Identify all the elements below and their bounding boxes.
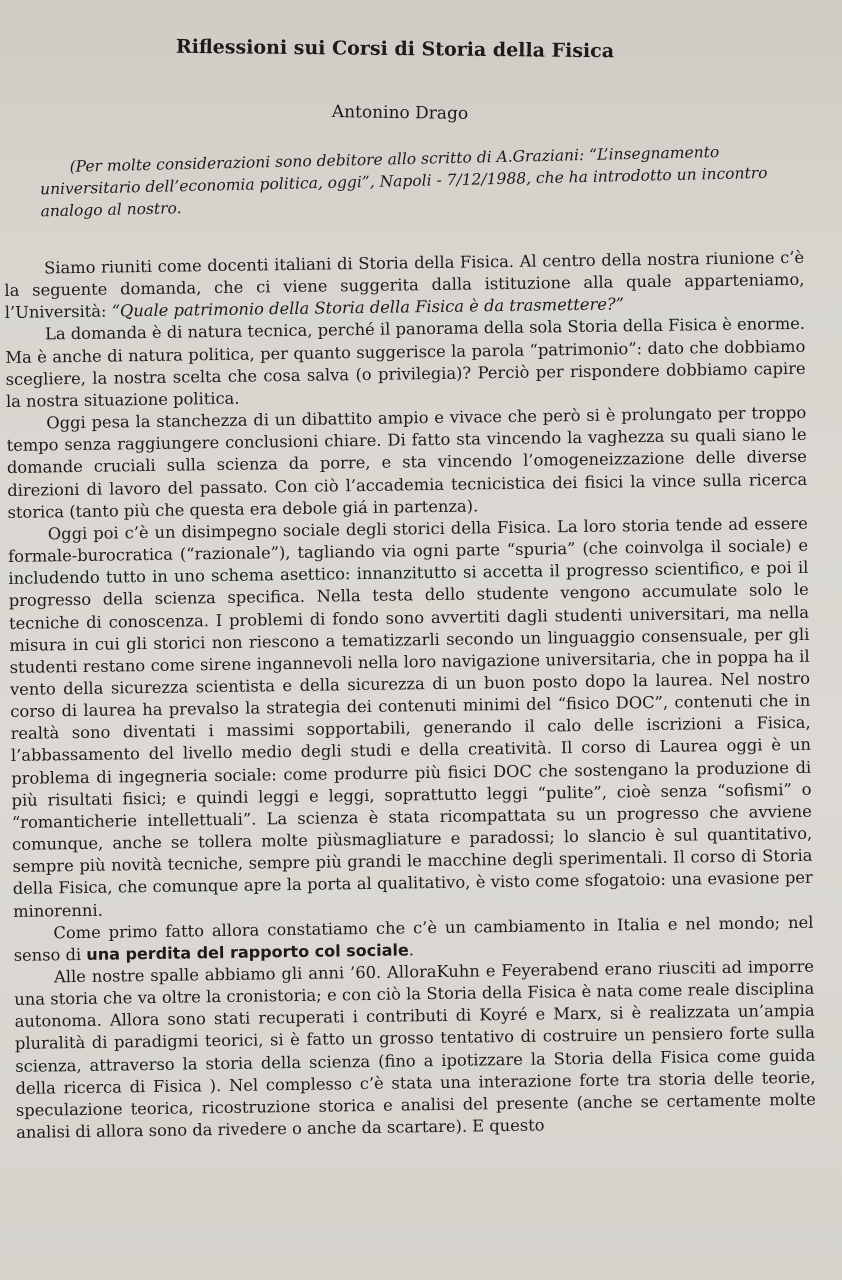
paragraph-5-text: Come primo fatto allora constatiamo che c’è un cambiamento in Italia e nel mondo; nel senso di	[13, 912, 814, 965]
paragraph-1-text: Siamo riuniti come docenti italiani di Storia della Fisica. Al centro della nostra riunione c’è la seguente domanda, che ci viene suggerita dalla istituzione alla quale apparteniamo, l’Università:	[4, 247, 805, 323]
paragraph-5-end: .	[408, 940, 415, 960]
paragraph-2: La domanda è di natura tecnica, perché il panorama della sola Storia della Fisica è enorme. Ma è anche di natura politica, per quanto suggerisce la parola “patrimonio”: dato che dobbiamo scegliere, la nostra scelta che cosa salva (o privilegia)? Perciò per rispondere dobbiamo capire la nostra situazione politica.	[5, 314, 806, 411]
paragraph-5-emphasis: una perdita del rapporto col sociale	[86, 940, 409, 964]
paragraph-1	[4, 247, 805, 325]
paragraph-6: Alle nostre spalle abbiamo gli anni ’60. AlloraKuhn e Feyerabend erano riusciti ad imporre una storia che va oltre la cronistoria; e con ciò la Storia della Fisica è nata come reale disciplina autonoma. Allora sono stati recuperati i contributi di Koyré e Marx, si è realizzata un’ampia pluralità di paradigmi teorici, si è fatto un grosso tentativo di costruire un pensiero forte sulla scienza, attraverso la storia della scienza (fino a ipotizzare la Storia della Fisica come guida della ricerca di Fisica ). Nel complesso c’è stata una interazione forte tra storia delle teorie, speculazione teorica, ricostruzione storica e analisi del presente (anche se certamente molte analisi di allora sono da rivedere o anche da scartare). E questo	[14, 956, 816, 1143]
paragraph-4: Oggi poi c’è un disimpegno sociale degli storici della Fisica. La loro storia tende ad essere formale-burocratica (“razionale”), tagliando via ogni parte “spuria” (che coinvolga il sociale) e includendo tutto in uno schema asettico: innanzitutto si accetta il progresso scientifico, e poi il progresso della scienza specifica. Nella testa dello studente vengono accumulate solo le tecniche di conoscenza. I problemi di fondo sono avvertiti dagli studenti universitari, ma nella misura in cui gli storici non riescono a tematizzarli secondo un linguaggio consensuale, per gli studenti restano come sirene ingannevoli nella loro navigazione universitaria, che in poppa ha il vento della sicurezza scientista e della sicurezza di un buon posto dopo la laurea. Nel nostro corso di laurea ha prevalso la strategia dei contenuti minimi del “fisico DOC”, contenuti che in realtà sono diventati i massimi sopportabili, generando il calo delle iscrizioni a Fisica, l’abbassamento del livello medio degli studi e della creatività. Il corso di Laurea oggi è un problema di ingegneria sociale: come produrre più fisici DOC che sostengano la produzione di più risultati fisici; e quindi leggi e leggi, soprattutto leggi “pulite”, cioè senza “sofismi” o “romanticherie intellettuali”. La scienza è stata ricompattata su un progresso che avviene comunque, anche se tollera molte piùsmagliature e paradossi; lo slancio è sul quantitativo, sempre più novità tecniche, sempre più grandi le macchine degli sperimentali. Il corso di Storia della Fisica, che comunque apre la porta al qualitativo, è visto come sfogatoio: una evasione per minorenni.	[8, 513, 813, 921]
acknowledgement-note: (Per molte considerazioni sono debitore allo scritto di A.Graziani: “L’insegnamento universitario dell’economia politica, oggi”, Napoli - 7/12/1988, che ha introdotto un incontro analogo al nostro.	[39, 142, 768, 221]
document-author: Antonino Drago	[331, 102, 469, 124]
document-title: Riflessioni sui Corsi di Storia della Fisica	[175, 35, 615, 63]
paragraph-1-question: “Quale patrimonio della Storia della Fisica è da trasmettere?”	[111, 294, 625, 321]
document-body	[4, 247, 816, 1144]
paragraph-3: Oggi pesa la stanchezza di un dibattito ampio e vivace che però si è prolungato per troppo tempo senza raggiungere conclusioni chiare. Di fatto sta vincendo la vaghezza su quali siano le domande cruciali sulla scienza da porre, e sta vincendo l’omogeneizzazione delle diverse direzioni di lavoro del passato. Con ciò l’accademia tecnicistica dei fisici la vince sulla ricerca storica (tanto più che questa era debole giá in partenza).	[6, 402, 808, 522]
